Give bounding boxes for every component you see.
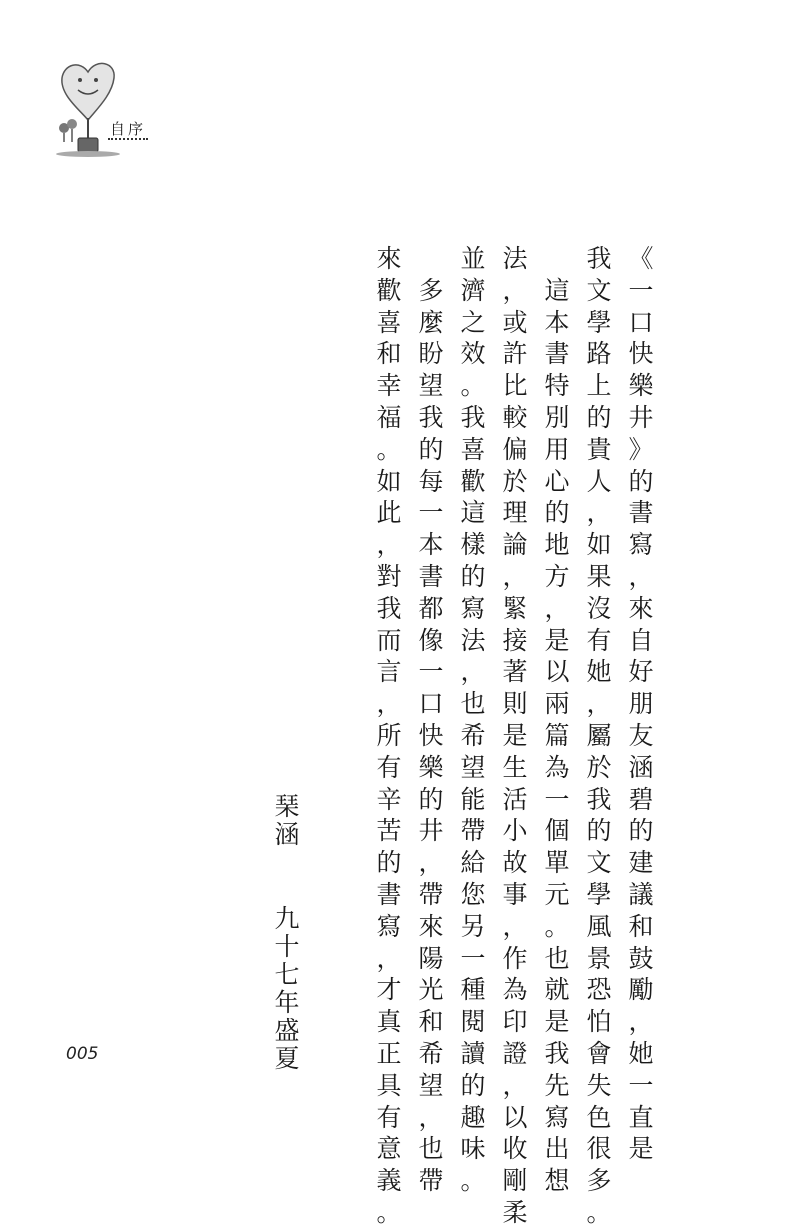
text-column: 並 濟 之 效 。 我 喜 歡 這 樣 的 寫 法 ， 也 希 望 能 帶 給 您 另 一 種 閱 讀 的 趣 味 。 [460,244,486,1196]
text-column: 這 本 書 特 別 用 心 的 地 方 ， 是 以 兩 篇 為 一 個 單 元 。 也 就 是 我 先 寫 出 想 [544,275,570,1196]
signature-name: 琹 涵 [274,792,300,849]
body-text [350,243,655,1227]
signature [272,793,302,1073]
chapter-header [50,50,160,160]
text-column: 多 麼 盼 望 我 的 每 一 本 書 都 像 一 口 快 樂 的 井 ， 帶 來 陽 光 和 希 望 ， 也 帶 [418,275,444,1196]
text-column: 我 文 學 路 上 的 貴 人 ， 如 果 沒 有 她 ， 屬 於 我 的 文 學 風 景 恐 怕 會 失 色 很 多 。 [586,244,612,1227]
text-column: 法 ， 或 許 比 較 偏 於 理 論 ， 緊 接 著 則 是 生 活 小 故 事 ， 作 為 印 證 ， 以 收 剛 柔 [502,244,528,1227]
signature-date: 九 十 七 年 盛 夏 [274,904,300,1073]
page-number: 005 [66,1044,99,1064]
text-column: 《 一 口 快 樂 井 》 的 書 寫 ， 來 自 好 朋 友 涵 碧 的 建 議 和 鼓 勵 ， 她 一 直 是 [628,244,654,1164]
text-column: 來 歡 喜 和 幸 福 。 如 此 ， 對 我 而 言 ， 所 有 辛 苦 的 書 寫 ， 才 真 正 具 有 意 義 。 [376,244,402,1227]
heart-tree-icon [50,50,160,160]
title-underline-dots [108,138,148,140]
section-title: 自序 [110,120,147,138]
